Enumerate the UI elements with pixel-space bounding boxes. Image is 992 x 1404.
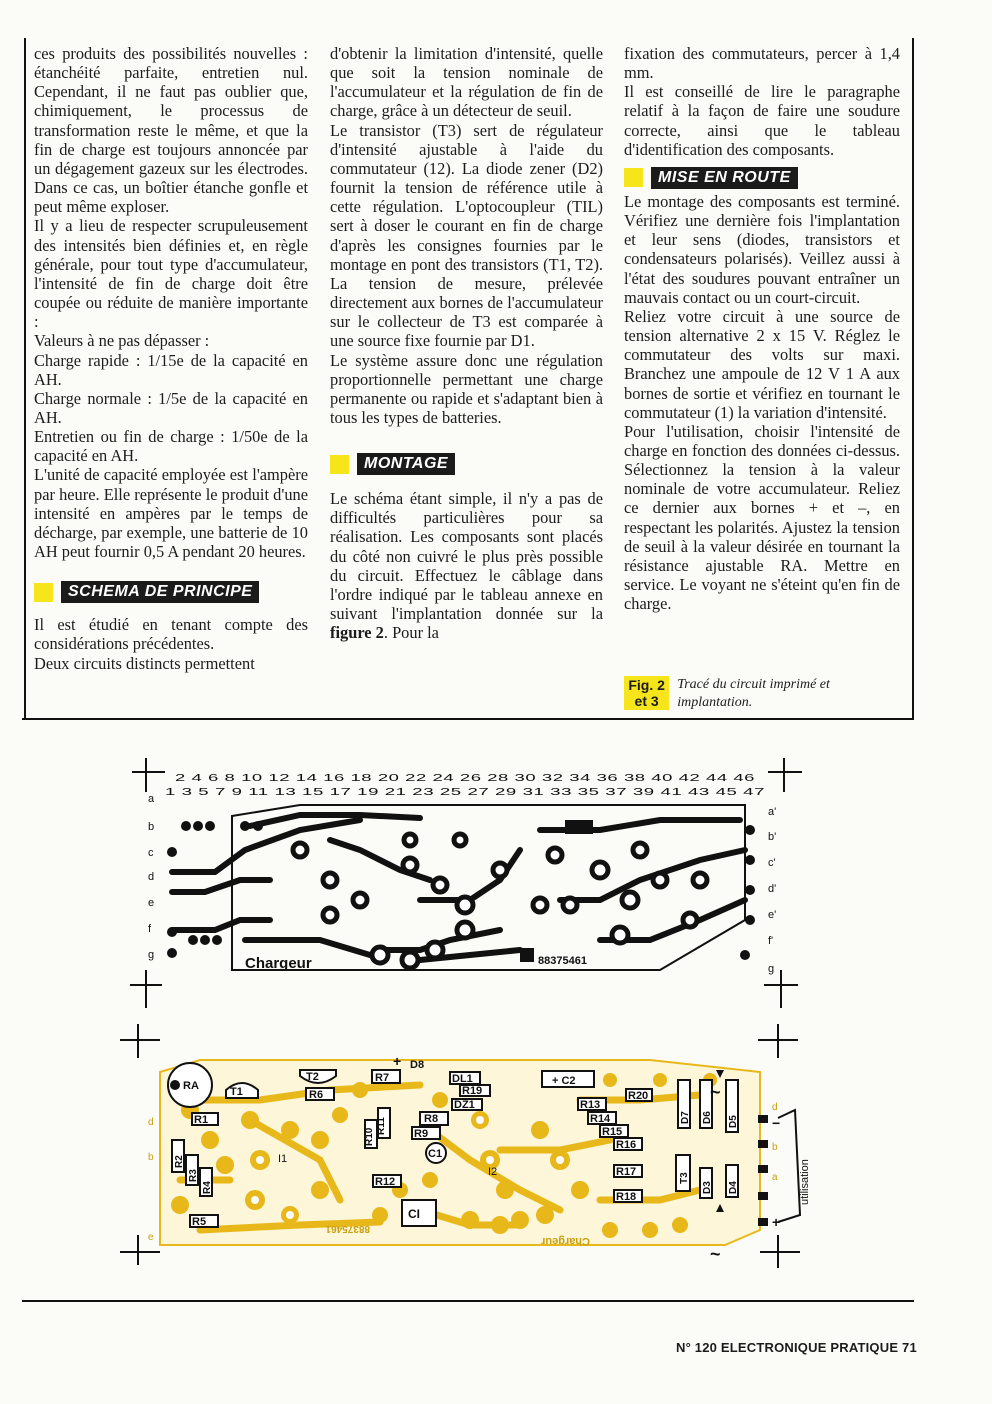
component-label: D3: [702, 1181, 713, 1194]
ac-tilde: ~: [710, 1082, 721, 1102]
paragraph: Le montage des composants est terminé. Vérifiez une dernière fois l'implantation et leur sens (diodes, transistors et condensateurs polarisés). Veillez aussi à l'état des soudures pouvant entraîner un mauvais contact ou un court-circuit.: [624, 191, 900, 307]
pcb-trace-labels: [148, 773, 776, 975]
pcb-letter: a: [148, 793, 155, 805]
component-label: R5: [192, 1216, 207, 1228]
component-label: R20: [628, 1090, 649, 1102]
component-label: D4: [728, 1181, 739, 1194]
figure-tag: Fig. 2 et 3: [624, 676, 669, 710]
ic-label: CI: [408, 1207, 420, 1221]
plus-sign: +: [393, 1053, 402, 1069]
pcb-layout-figure: [120, 1024, 800, 1268]
plus-terminal: +: [772, 1214, 781, 1230]
component-label: T2: [306, 1071, 319, 1083]
switch-label: I1: [278, 1153, 288, 1165]
pcb-letter: c': [768, 857, 776, 869]
paragraph: Il y a lieu de respecter scrupuleusement des intensités bien définies et, en règle générale, pour tout type d'accumulateur, l'intensité de fin de charge doit être coupée ou réduite de manière importante :: [34, 216, 308, 332]
pcb-board-label: Chargeur: [245, 955, 312, 972]
component-label: C1: [428, 1148, 443, 1160]
component-label: R9: [414, 1128, 429, 1140]
component-label: DL1: [452, 1073, 473, 1085]
pcb-letter: c: [148, 847, 154, 859]
side-letter: e: [148, 1232, 154, 1243]
paragraph: Charge rapide : 1/15e de la capacité en AH.: [34, 350, 308, 389]
figure-reference: figure 2: [330, 623, 384, 643]
component-label: D8: [410, 1059, 425, 1071]
component-label: R19: [462, 1085, 483, 1097]
component-label: D7: [680, 1111, 691, 1124]
pcb-letter: g: [768, 963, 775, 975]
pcb-letter: g: [148, 949, 155, 961]
component-label: D6: [702, 1111, 713, 1124]
pcb-letter: d: [148, 871, 155, 883]
pcb-board-number: 88375461: [538, 955, 587, 967]
switch-label: I2: [488, 1166, 498, 1178]
side-letter: b: [148, 1152, 154, 1163]
pcb-letter: f': [768, 935, 774, 947]
pcb-top-numbers-odd: 1 3 5 7 9 11 13 15 17 19 21 23 25 27 29 31 33 35 37 39 41 43 45 47: [165, 787, 766, 798]
side-letter: d: [148, 1117, 154, 1128]
heading-label: MISE EN ROUTE: [651, 167, 798, 189]
paragraph: Valeurs à ne pas dépasser :: [34, 331, 210, 351]
ac-tilde: ~: [710, 1244, 721, 1264]
paragraph: Le système assure donc une régulation proportionnelle permettant une charge permanente ou rapide et s'adaptant bien à tous les types de batteries.: [330, 350, 603, 427]
component-label: R2: [174, 1155, 185, 1168]
paragraph: fixation des commutateurs, percer à 1,4 mm.: [624, 44, 900, 83]
component-label: R17: [616, 1166, 637, 1178]
side-letter: d: [772, 1102, 778, 1113]
paragraph-text: Le schéma étant simple, il n'y a pas de difficultés particulières pour sa réalisation. Les composants sont placés du côté non cuivré le plus près possible du circuit. Effectuez le câblage dans l'ordre indiqué par le tableau annexe en suivant l'implantation donnée sur la: [330, 489, 603, 624]
component-label: R10: [364, 1127, 375, 1146]
component-label: R18: [616, 1191, 637, 1203]
paragraph: Reliez votre circuit à une source de tension alternative 2 x 15 V. Réglez le commutateur des volts sur maxi. Branchez une ampoule de 12 V 1 A aux bornes de sortie et vérifiez en tournant le commutateur (1) la variation d'intensité.: [624, 306, 900, 422]
paragraph: L'unité de capacité employée est l'ampère par heure. Elle représente le produit d'une intensité en ampères par le temps de décharge, par exemple, une batterie de 10 AH peut fournir 0,5 A pendant 20 heures.: [34, 465, 308, 562]
paragraph: d'obtenir la limitation d'intensité, quelle que soit la tension nominale de l'accumulateur et la régulation de fin de charge, grâce à un détecteur de seuil.: [330, 44, 603, 121]
paragraph: Entretien ou fin de charge : 1/50e de la capacité en AH.: [34, 427, 308, 466]
paragraph: Charge normale : 1/5e de la capacité en AH.: [34, 388, 308, 427]
paragraph: Il est conseillé de lire le paragraphe relatif à la façon de faire une soudure correcte, ainsi que le tableau d'identification des composants.: [624, 82, 900, 159]
component-label: R8: [424, 1113, 439, 1125]
paragraph: Il est étudié en tenant compte des considérations précédentes.: [34, 615, 308, 654]
component-label: R1: [194, 1114, 209, 1126]
component-label: D5: [728, 1115, 739, 1128]
use-label: utilisation: [799, 1159, 811, 1205]
pcb-letter: a': [768, 806, 777, 818]
component-label: + C2: [552, 1075, 576, 1087]
component-label: R3: [188, 1169, 199, 1182]
pcb-letter: b: [148, 821, 155, 833]
component-label: R14: [590, 1113, 611, 1125]
pcb-letter: b': [768, 831, 777, 843]
component-label: R15: [602, 1126, 623, 1138]
figure-caption-text: Tracé du circuit imprimé et implantation.: [677, 677, 830, 710]
pcb-letter: e': [768, 909, 777, 921]
pcb-letter: d': [768, 883, 777, 895]
minus-terminal: −: [772, 1115, 781, 1131]
component-label: RA: [183, 1080, 199, 1092]
pcb-letter: e: [148, 897, 155, 909]
component-label: T3: [679, 1172, 690, 1184]
heading-label: SCHEMA DE PRINCIPE: [61, 581, 259, 603]
mirrored-board-label: Chargeur: [541, 1235, 590, 1247]
component-label: R16: [616, 1139, 637, 1151]
pcb-letter: f: [148, 923, 152, 935]
component-label: R6: [309, 1089, 324, 1101]
component-label: R12: [375, 1176, 396, 1188]
component-label: R7: [375, 1072, 390, 1084]
component-label: R13: [580, 1099, 601, 1111]
side-letter: a: [772, 1172, 778, 1183]
side-letter: b: [772, 1142, 778, 1153]
paragraph: Le transistor (T3) sert de régulateur d'intensité ajustable à l'aide du commutateur (12). La diode zener (D2) fournit la tension de référence utile à cette régulation. L'optocoupleur (TIL) sert à doser le courant en fin de charge d'après les consignes fournies par le montage en pont des transistors (T1, T2). La tension de mesure, prélevée directement aux bornes de l'accumulateur sur le collecteur de T3 est comparée à une source fixe fournie par D1.: [330, 120, 603, 351]
page-footer: N° 120 ELECTRONIQUE PRATIQUE 71: [676, 1340, 917, 1355]
pcb-top-numbers-even: 2 4 6 8 10 12 14 16 18 20 22 24 26 28 30 32 34 36 38 40 42 44 46: [175, 773, 756, 784]
component-label: DZ1: [454, 1099, 475, 1111]
paragraph-end: . Pour la: [383, 623, 439, 643]
component-label: T1: [230, 1086, 243, 1098]
paragraph: Deux circuits distincts permettent: [34, 653, 255, 673]
paragraph: Pour l'utilisation, choisir l'intensité de charge en fonction des données ci-dessus. Sélectionnez la tension à la valeur nominale de votre accumulateur. Reliez ce dernier aux bornes + et –, en respectant les polarités. Ajustez la tension de seuil à la valeur désirée en tournant la résistance ajustable RA. Mettre en service. Le voyant ne s'éteint qu'en fin de charge.: [624, 421, 900, 614]
component-label: R4: [202, 1181, 213, 1194]
paragraph: ces produits des possibilités nouvelles : étanchéité parfaite, entretien nul. Cependant, il ne faut pas oublier que, chimiquement, le processus de transformation reste le même, et que la fin de charge est toujours annoncée par un dégagement gazeux sur les électrodes. Dans ce cas, un boîtier étanche gonfle et peut même exploser.: [34, 44, 308, 217]
mirrored-board-number: 88375461: [325, 1223, 370, 1234]
heading-label: MONTAGE: [357, 453, 455, 475]
component-label: R11: [376, 1117, 387, 1135]
